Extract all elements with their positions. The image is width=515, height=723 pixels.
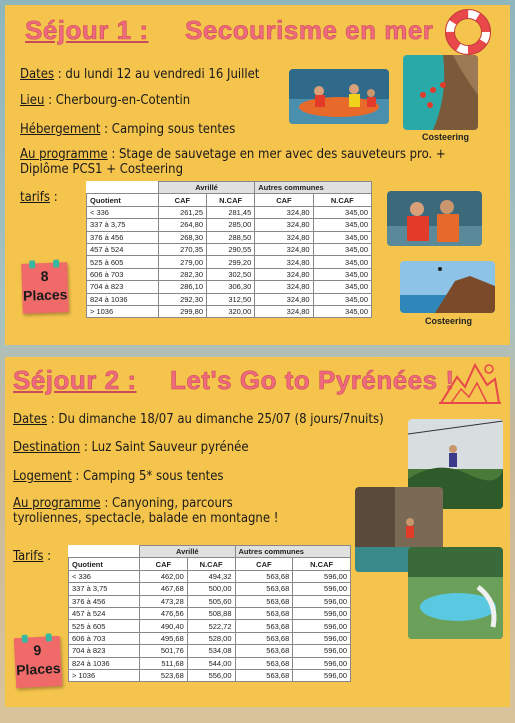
rescue-boat-photo — [289, 69, 389, 124]
costeering-caption-2: Costeering — [425, 316, 473, 326]
price-cell: 596,00 — [293, 583, 351, 595]
sejour-1-title: Secourisme en mer — [185, 15, 434, 45]
table-group-autres: Autres communes — [235, 546, 350, 558]
table-col-header: CAF — [235, 558, 293, 570]
table-row — [69, 669, 351, 681]
table-row — [69, 583, 351, 595]
price-cell: 270,35 — [158, 243, 206, 255]
price-cell: 490,40 — [140, 620, 188, 632]
table-row — [69, 657, 351, 669]
price-cell: 501,76 — [140, 645, 188, 657]
price-cell: 288,50 — [207, 231, 255, 243]
sejour-1-programme: Au programme : Stage de sauvetage en mer avec des sauveteurs pro. + Diplôme PCS1 + Costeering — [20, 147, 446, 177]
quotient-cell: 457 à 524 — [87, 243, 159, 255]
price-cell: 556,00 — [187, 669, 235, 681]
price-cell: 345,00 — [313, 206, 371, 218]
price-cell: 345,00 — [313, 243, 371, 255]
table-row — [69, 632, 351, 644]
price-cell: 268,30 — [158, 231, 206, 243]
price-cell: 299,80 — [158, 305, 206, 317]
table-row — [87, 256, 372, 268]
sejour-2-tarifs-label: Tarifs : — [13, 549, 52, 564]
quotient-cell: 376 à 456 — [87, 231, 159, 243]
places-word: Places — [22, 286, 68, 304]
price-cell: 345,00 — [313, 256, 371, 268]
price-cell: 563,68 — [235, 595, 293, 607]
price-cell: 596,00 — [293, 607, 351, 619]
price-cell: 596,00 — [293, 595, 351, 607]
quotient-cell: 525 à 605 — [69, 620, 140, 632]
table-group-autres: Autres communes — [255, 182, 372, 194]
price-cell: 596,00 — [293, 570, 351, 582]
lifeguards-photo — [387, 191, 482, 246]
price-cell: 495,68 — [140, 632, 188, 644]
places-word: Places — [15, 659, 61, 679]
sejour-2-destination: Destination : Luz Saint Sauveur pyrénée — [13, 440, 249, 455]
price-cell: 523,68 — [140, 669, 188, 681]
table-col-header: Quotient — [87, 194, 159, 206]
places-count: 8 — [40, 267, 49, 285]
price-cell: 596,00 — [293, 620, 351, 632]
price-cell: 508,88 — [187, 607, 235, 619]
price-cell: 292,30 — [158, 293, 206, 305]
table-row — [87, 281, 372, 293]
sejour-2-logement: Logement : Camping 5* sous tentes — [13, 469, 224, 484]
table-col-header: N.CAF — [293, 558, 351, 570]
price-cell: 494,32 — [187, 570, 235, 582]
price-cell: 505,60 — [187, 595, 235, 607]
price-cell: 563,68 — [235, 645, 293, 657]
mountain-icon — [437, 359, 501, 407]
sejour-2-card — [5, 357, 510, 707]
lifebuoy-icon — [445, 9, 491, 55]
quotient-cell: 824 à 1036 — [69, 657, 140, 669]
price-cell: 511,68 — [140, 657, 188, 669]
price-cell: 324,80 — [255, 206, 313, 218]
table-group-avrille: Avrillé — [140, 546, 236, 558]
costeering-photo-1 — [403, 55, 478, 130]
price-cell: 596,00 — [293, 669, 351, 681]
costeering-photo-2 — [400, 261, 495, 313]
quotient-cell: 525 à 605 — [87, 256, 159, 268]
price-cell: 563,68 — [235, 583, 293, 595]
price-cell: 467,68 — [140, 583, 188, 595]
price-cell: 563,68 — [235, 620, 293, 632]
table-row — [87, 305, 372, 317]
table-col-header: CAF — [140, 558, 188, 570]
price-cell: 324,80 — [255, 231, 313, 243]
price-cell: 345,00 — [313, 268, 371, 280]
quotient-cell: 704 à 823 — [69, 645, 140, 657]
price-cell: 324,80 — [255, 256, 313, 268]
table-col-header: N.CAF — [207, 194, 255, 206]
table-group-avrille: Avrillé — [158, 182, 255, 194]
price-cell: 324,80 — [255, 243, 313, 255]
price-cell: 324,80 — [255, 268, 313, 280]
table-col-header: N.CAF — [313, 194, 371, 206]
price-cell: 563,68 — [235, 669, 293, 681]
table-row — [87, 293, 372, 305]
price-cell: 596,00 — [293, 632, 351, 644]
camping-pool-photo — [408, 547, 503, 639]
price-cell: 324,80 — [255, 293, 313, 305]
places-count: 9 — [33, 641, 42, 659]
price-cell: 264,80 — [158, 219, 206, 231]
price-cell: 306,30 — [207, 281, 255, 293]
table-row — [69, 645, 351, 657]
sejour-1-lieu: Lieu : Cherbourg-en-Cotentin — [20, 93, 191, 108]
price-cell: 500,00 — [187, 583, 235, 595]
price-cell: 261,25 — [158, 206, 206, 218]
sejour-2-dates: Dates : Du dimanche 18/07 au dimanche 25/07 (8 jours/7nuits) — [13, 412, 384, 427]
price-cell: 563,68 — [235, 607, 293, 619]
price-cell: 281,45 — [207, 206, 255, 218]
table-row — [69, 620, 351, 632]
table-row — [69, 595, 351, 607]
sejour-1-tarifs-label: tarifs : — [20, 190, 58, 205]
price-cell: 522,72 — [187, 620, 235, 632]
price-cell: 476,56 — [140, 607, 188, 619]
price-cell: 563,68 — [235, 657, 293, 669]
price-cell: 563,68 — [235, 570, 293, 582]
quotient-cell: 337 à 3,75 — [69, 583, 140, 595]
quotient-cell: < 336 — [87, 206, 159, 218]
price-cell: 345,00 — [313, 293, 371, 305]
table-row — [87, 231, 372, 243]
table-col-header: CAF — [158, 194, 206, 206]
price-cell: 345,00 — [313, 281, 371, 293]
places-note-2 — [14, 636, 63, 688]
sejour-2-number: Séjour 2 : — [13, 365, 137, 395]
quotient-cell: 337 à 3,75 — [87, 219, 159, 231]
quotient-cell: 824 à 1036 — [87, 293, 159, 305]
sejour-1-tarif-table — [86, 181, 372, 318]
price-cell: 345,00 — [313, 305, 371, 317]
price-cell: 473,28 — [140, 595, 188, 607]
quotient-cell: 606 à 703 — [69, 632, 140, 644]
price-cell: 528,00 — [187, 632, 235, 644]
sejour-2-tarif-table — [68, 545, 351, 682]
places-note-1 — [21, 262, 69, 314]
price-cell: 345,00 — [313, 231, 371, 243]
price-cell: 596,00 — [293, 657, 351, 669]
price-cell: 290,55 — [207, 243, 255, 255]
quotient-cell: > 1036 — [87, 305, 159, 317]
sejour-2-programme: Au programme : Canyoning, parcours tyroliennes, spectacle, balade en montagne ! — [13, 496, 279, 526]
price-cell: 286,10 — [158, 281, 206, 293]
price-cell: 462,00 — [140, 570, 188, 582]
table-row — [87, 243, 372, 255]
table-row — [87, 206, 372, 218]
price-cell: 544,00 — [187, 657, 235, 669]
quotient-cell: 376 à 456 — [69, 595, 140, 607]
table-col-header: CAF — [255, 194, 313, 206]
price-cell: 302,50 — [207, 268, 255, 280]
price-cell: 534,08 — [187, 645, 235, 657]
price-cell: 324,80 — [255, 219, 313, 231]
table-row — [69, 570, 351, 582]
table-col-header: Quotient — [69, 558, 140, 570]
quotient-cell: 457 à 524 — [69, 607, 140, 619]
price-cell: 345,00 — [313, 219, 371, 231]
costeering-caption-1: Costeering — [422, 132, 470, 142]
quotient-cell: 704 à 823 — [87, 281, 159, 293]
sejour-1-dates: Dates : du lundi 12 au vendredi 16 Juillet — [20, 67, 260, 82]
quotient-cell: > 1036 — [69, 669, 140, 681]
price-cell: 320,00 — [207, 305, 255, 317]
sejour-1-card — [5, 5, 510, 345]
sejour-1-hebergement: Hébergement : Camping sous tentes — [20, 122, 236, 137]
table-row — [87, 219, 372, 231]
price-cell: 285,00 — [207, 219, 255, 231]
sejour-2-title: Let's Go to Pyrénées ! — [170, 365, 455, 395]
price-cell: 324,80 — [255, 281, 313, 293]
price-cell: 596,00 — [293, 645, 351, 657]
price-cell: 282,30 — [158, 268, 206, 280]
price-cell: 299,20 — [207, 256, 255, 268]
price-cell: 324,80 — [255, 305, 313, 317]
table-col-header: N.CAF — [187, 558, 235, 570]
price-cell: 563,68 — [235, 632, 293, 644]
table-row — [87, 268, 372, 280]
price-cell: 312,50 — [207, 293, 255, 305]
quotient-cell: 606 à 703 — [87, 268, 159, 280]
table-row — [69, 607, 351, 619]
sejour-1-number: Séjour 1 : — [25, 15, 149, 45]
quotient-cell: < 336 — [69, 570, 140, 582]
price-cell: 279,00 — [158, 256, 206, 268]
